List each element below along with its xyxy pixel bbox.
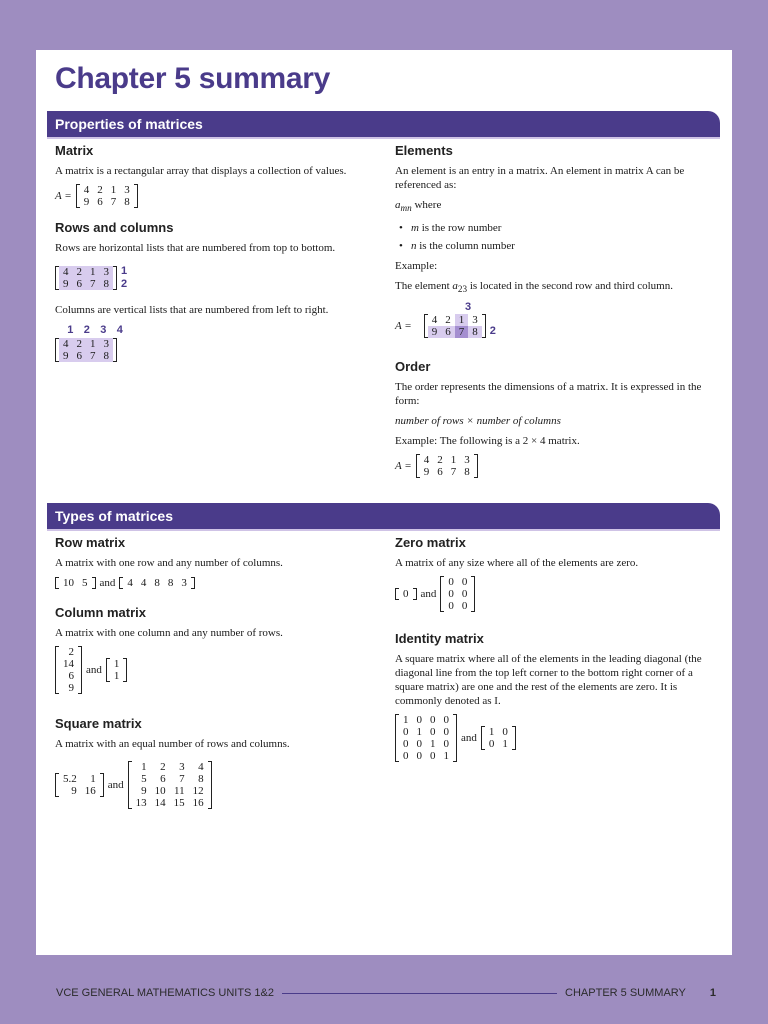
cols-desc: Columns are vertical lists that are numbered from left to right.	[55, 304, 329, 316]
col-number-2: 2	[83, 324, 90, 336]
matrix-cell: 0	[461, 576, 468, 588]
col-number-1: 1	[67, 324, 74, 336]
matrix-cell: 0	[448, 576, 454, 588]
row-matrix-block	[55, 536, 375, 590]
footer-title: VCE GENERAL MATHEMATICS UNITS 1&2	[56, 987, 275, 999]
matrix-cell: 9	[71, 785, 77, 797]
matrix-cell: 9	[141, 785, 147, 797]
footer-divider	[282, 993, 557, 994]
zero-matrix-1: 0	[395, 588, 417, 600]
matrix-cell: 2	[68, 646, 74, 658]
col-number-4: 4	[116, 324, 123, 336]
rows-matrix	[55, 266, 117, 290]
matrix-cell: 8	[100, 278, 114, 290]
order-matrix	[416, 454, 478, 478]
matrix-cell: 1	[450, 454, 457, 466]
identity-matrix-2	[481, 726, 516, 750]
rows-desc: Rows are horizontal lists that are numbered from top to bottom.	[55, 242, 336, 254]
square-matrix-heading: Square matrix	[55, 716, 142, 731]
row-matrix-1	[55, 577, 96, 589]
matrix-cell: 4	[431, 314, 438, 327]
order-desc: The order represents the dimensions of a matrix. It is expressed in the form:	[395, 381, 702, 407]
row-matrix-example: 10 5 and 4 4 8 8 3	[55, 576, 375, 590]
rows-columns-block	[55, 221, 375, 362]
matrix-cell: 6	[73, 278, 87, 290]
matrix-cell: 0	[448, 600, 454, 612]
matrix-cell: 4	[198, 761, 204, 773]
identity-matrix-desc: A square matrix where all of the elements in the leading diagonal (the diagonal line from the top left corner to the bottom right corner of a square matrix) are one and the rest of the elements are zero. It is commonly denoted as I.	[395, 653, 702, 707]
matrix-cell: 6	[160, 773, 166, 785]
zero-matrix-block	[395, 536, 715, 612]
column-matrix-example: 2 14 6 9 and 1 1	[55, 646, 375, 694]
matrix-cell: 0	[403, 738, 409, 750]
identity-matrix-example: 1 0 0 0 0 1 0 0 0 0 1 0 0 0 0 1 and 1 0 0 1	[395, 714, 720, 762]
matrix-cell: 3	[181, 577, 187, 589]
matrix-cell: 0	[416, 738, 422, 750]
matrix-cell: 6	[73, 350, 87, 362]
matrix-cell: 7	[86, 278, 100, 290]
matrix-cell: 3	[124, 184, 130, 196]
square-matrix-example: 5.2 1 9 16 and 1 2 3 4 5 6 7 8 9 10 11 12 13 14 15 16	[55, 761, 375, 809]
footer	[56, 985, 716, 1001]
square-matrix-2	[128, 761, 212, 809]
row-matrix-desc: A matrix with one row and any number of columns.	[55, 557, 283, 569]
square-matrix-1	[55, 773, 104, 797]
elements-example-text: The element $a_{23}$ is located in the second row and third column.	[395, 280, 673, 295]
matrix-cell: 16	[192, 797, 204, 809]
page	[36, 50, 732, 955]
matrix-heading: Matrix	[55, 143, 94, 158]
rows-example	[55, 265, 375, 291]
matrix-cell: 7	[179, 773, 185, 785]
matrix-cell: 0	[461, 588, 468, 600]
order-form: number of rows × number of columns	[395, 415, 561, 427]
matrix-cell: 4	[140, 577, 147, 589]
matrix-cell: 2	[437, 454, 443, 466]
matrix-cell: 8	[198, 773, 204, 785]
matrix-cell: 0	[502, 726, 508, 738]
matrix-cell: 0	[443, 726, 449, 738]
elements-matrix	[424, 314, 486, 338]
row-number-2: 2	[121, 278, 128, 290]
row-number-1: 1	[121, 265, 128, 277]
column-matrix-2	[106, 658, 128, 682]
identity-matrix-1	[395, 714, 457, 762]
matrix-cell: 9	[423, 466, 430, 478]
matrix-cell: 4	[59, 338, 73, 350]
matrix-cell: 4	[83, 184, 90, 196]
rows-columns-heading: Rows and columns	[55, 220, 174, 235]
matrix-a	[76, 184, 138, 208]
matrix-cell: 1	[502, 738, 508, 750]
matrix-cell: 5	[82, 577, 88, 589]
matrix-cell: 1	[141, 761, 147, 773]
matrix-cell: 1	[113, 658, 120, 670]
matrix-cell: 7	[86, 350, 100, 362]
elements-bullet-m: • m is the row number	[395, 221, 715, 235]
identity-matrix-heading: Identity matrix	[395, 631, 484, 646]
matrix-cell: 9	[428, 326, 442, 338]
matrix-cell: 3	[472, 314, 478, 327]
matrix-cell: 0	[403, 750, 409, 762]
matrix-cell: 10	[154, 785, 166, 797]
zero-matrix-desc: A matrix of any size where all of the elements are zero.	[395, 557, 639, 569]
matrix-cell: 0	[443, 738, 449, 750]
matrix-cell: 7	[450, 466, 457, 478]
square-matrix-desc: A matrix with an equal number of rows and columns.	[55, 738, 290, 750]
matrix-cell: 3	[464, 454, 470, 466]
elements-bullet-n: • n is the column number	[395, 239, 715, 253]
matrix-cell: 9	[59, 350, 73, 362]
matrix-cell: 6	[97, 196, 103, 208]
order-example: Example: The following is a 2 × 4 matrix.	[395, 435, 580, 447]
footer-chapter: CHAPTER 5 SUMMARY	[565, 987, 686, 999]
col-number-3: 3	[100, 324, 107, 336]
element-col-marker: 3	[465, 301, 472, 314]
order-heading: Order	[395, 359, 431, 374]
matrix-cell: 8	[167, 577, 174, 589]
matrix-cell: 1	[416, 726, 422, 738]
matrix-cell: 15	[173, 797, 185, 809]
matrix-label: A =	[55, 190, 72, 202]
section-banner-types: Types of matrices	[47, 503, 720, 529]
matrix-cell: 8	[154, 577, 160, 589]
matrix-cell: 4	[59, 266, 73, 278]
matrix-cell: 4	[423, 454, 430, 466]
matrix-cell: 5	[141, 773, 147, 785]
zero-matrix-heading: Zero matrix	[395, 535, 466, 550]
matrix-cell: 3	[179, 761, 185, 773]
matrix-cell: 8	[124, 196, 130, 208]
matrix-cell: 2	[73, 266, 87, 278]
matrix-block	[55, 144, 375, 208]
matrix-cell: 2	[73, 338, 87, 350]
matrix-cell: 0	[403, 726, 409, 738]
matrix-cell: 6	[437, 466, 443, 478]
square-matrix-block	[55, 717, 375, 809]
zero-matrix-example: 0 and 0 0 0 0 0 0	[395, 576, 715, 612]
matrix-cell: 0	[430, 714, 436, 726]
matrix-cell: 14	[154, 797, 166, 809]
matrix-cell: 1	[86, 338, 100, 350]
page-title: Chapter 5 summary	[55, 62, 331, 95]
matrix-cell: 1	[110, 184, 117, 196]
matrix-cell: 0	[488, 738, 495, 750]
matrix-cell: 3	[100, 266, 114, 278]
column-matrix-heading: Column matrix	[55, 605, 147, 620]
cols-matrix	[55, 338, 117, 362]
matrix-cell: 1	[488, 726, 495, 738]
matrix-cell: 10	[63, 577, 74, 589]
section-banner-properties: Properties of matrices	[47, 111, 720, 137]
matrix-cell: 0	[448, 588, 454, 600]
matrix-cell: 1	[443, 750, 449, 762]
matrix-cell: 8	[100, 350, 114, 362]
element-row-marker: 2	[489, 325, 496, 338]
matrix-cell: 0	[443, 714, 449, 726]
order-block	[395, 360, 715, 478]
elements-desc: An element is an entry in a matrix. An element in matrix A can be referenced as:	[395, 165, 685, 191]
order-example-matrix: A = 4 2 1 3 9 6 7 8	[395, 454, 715, 478]
matrix-cell: 13	[135, 797, 147, 809]
matrix-cell: 0	[430, 750, 436, 762]
zero-matrix-2	[440, 576, 475, 612]
matrix-cell: 1	[430, 738, 436, 750]
matrix-cell: 7	[455, 326, 469, 338]
matrix-cell: 0	[461, 600, 468, 612]
matrix-cell: 7	[110, 196, 117, 208]
matrix-cell: 6	[68, 670, 74, 682]
matrix-cell: 0	[416, 750, 422, 762]
elements-example-label: Example:	[395, 260, 438, 273]
row-matrix-heading: Row matrix	[55, 535, 126, 550]
matrix-cell: 4	[127, 577, 133, 589]
row-matrix-2	[119, 577, 195, 589]
matrix-cell: 8	[468, 326, 482, 338]
matrix-cell: 5.2	[63, 773, 77, 785]
matrix-cell: 1	[403, 714, 409, 726]
elements-block	[395, 144, 715, 338]
cols-example	[55, 323, 375, 362]
matrix-cell: 1	[113, 670, 120, 682]
matrix-cell: 1	[90, 773, 96, 785]
matrix-cell: 2	[97, 184, 103, 196]
matrix-cell: 1	[455, 314, 469, 326]
column-matrix-block	[55, 606, 375, 694]
matrix-cell: 9	[68, 682, 74, 694]
matrix-cell: 9	[83, 196, 90, 208]
matrix-cell: 9	[59, 278, 73, 290]
elements-notation: $a_{mn}$ where	[395, 199, 442, 214]
matrix-cell: 16	[84, 785, 96, 797]
matrix-cell: 12	[192, 785, 204, 797]
matrix-desc: A matrix is a rectangular array that displays a collection of values.	[55, 165, 347, 177]
page-number: 1	[709, 987, 716, 999]
column-matrix-1	[55, 646, 82, 694]
matrix-cell: 0	[416, 714, 422, 726]
matrix-cell: 14	[63, 658, 74, 670]
elements-example-matrix: A = 4 2 1 3 9 6 7 8 2	[395, 314, 496, 339]
matrix-cell: 11	[174, 785, 185, 797]
matrix-cell: 0	[430, 726, 436, 738]
matrix-cell: 2	[445, 314, 451, 327]
matrix-cell: 8	[464, 466, 470, 478]
matrix-cell: 6	[441, 326, 455, 338]
matrix-cell: 3	[100, 338, 114, 350]
identity-matrix-block	[395, 632, 720, 762]
matrix-cell: 2	[160, 761, 166, 773]
matrix-cell: 1	[86, 266, 100, 278]
elements-heading: Elements	[395, 143, 453, 158]
matrix-example	[55, 184, 375, 208]
column-matrix-desc: A matrix with one column and any number of rows.	[55, 627, 283, 639]
